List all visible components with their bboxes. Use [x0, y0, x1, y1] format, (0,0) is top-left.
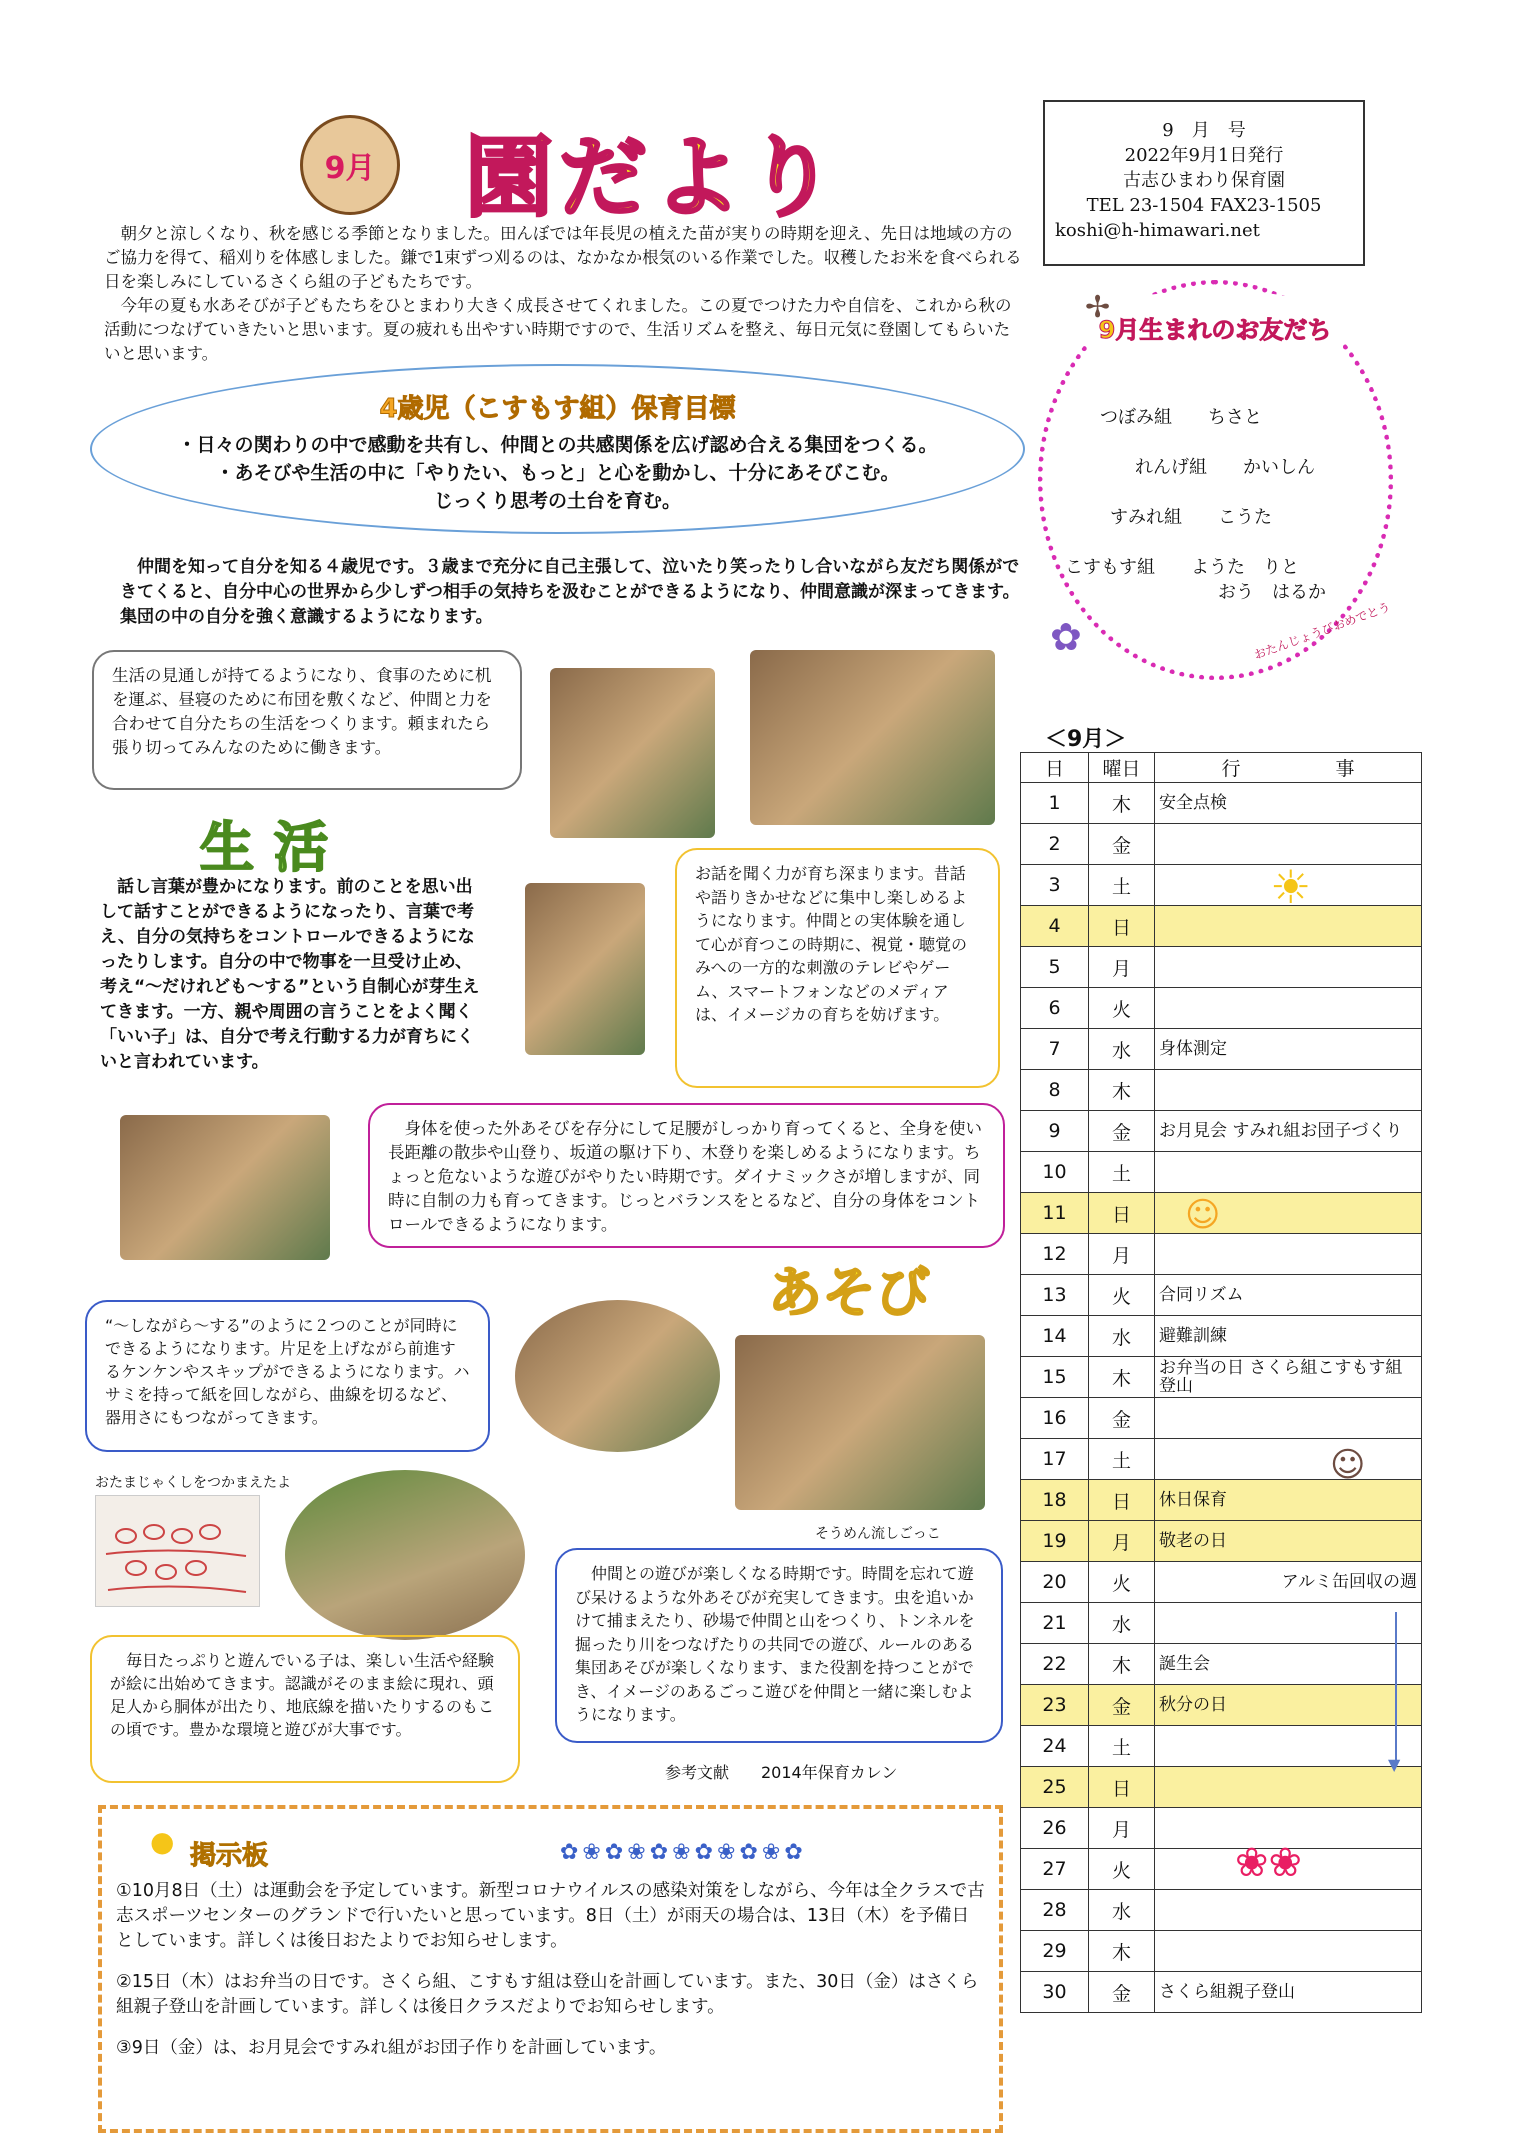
calendar-row	[1021, 1152, 1422, 1193]
calendar-day: 29	[1021, 1931, 1089, 1972]
calendar-day: 7	[1021, 1029, 1089, 1070]
calendar-weekday: 金	[1089, 1685, 1155, 1726]
calendar-weekday: 日	[1089, 1767, 1155, 1808]
calendar-weekday: 金	[1089, 824, 1155, 865]
goal-line-1: ・日々の関わりの中で感動を共有し、仲間との共感関係を広げ認め合える集団をつくる。	[177, 434, 938, 456]
photo-climbing	[120, 1115, 330, 1260]
calendar-weekday: 土	[1089, 1152, 1155, 1193]
calendar-event: 秋分の日	[1155, 1685, 1422, 1726]
calendar-day: 22	[1021, 1644, 1089, 1685]
photo-cutting-paper	[515, 1300, 720, 1452]
calendar-day: 17	[1021, 1439, 1089, 1480]
calendar-row	[1021, 906, 1422, 947]
cosmos-illustration-icon: ❀❀	[1235, 1840, 1303, 1886]
calendar-day: 2	[1021, 824, 1089, 865]
calendar-weekday: 日	[1089, 906, 1155, 947]
calendar-row	[1021, 824, 1422, 865]
calendar-day: 25	[1021, 1767, 1089, 1808]
body-bubble: 身体を使った外あそびを存分にして足腰がしっかり育ってくると、全身を使い長距離の散歩や山登り、坂道の駆け下り、木登りを楽しめるようになります。ちょっと危ないような遊びがやりたい時期です。ダイナミックさが増しますが、同時に自制の力も育ってきます。じっとバランスをとるなど、自分の身体をコントロールできるようになります。	[368, 1103, 1005, 1248]
child-drawing	[95, 1495, 260, 1607]
calendar-weekday: 月	[1089, 947, 1155, 988]
phone-fax: TEL 23-1504 FAX23-1505	[1086, 195, 1322, 216]
calendar-day: 23	[1021, 1685, 1089, 1726]
calendar-day: 10	[1021, 1152, 1089, 1193]
calendar-row	[1021, 1357, 1422, 1398]
calendar-weekday: 水	[1089, 1890, 1155, 1931]
email: koshi@h-himawari.net	[1055, 220, 1260, 241]
calendar-event: 合同リズム	[1155, 1275, 1422, 1316]
calendar-header-day: 日	[1021, 753, 1089, 783]
child-hiking-illustration-icon: ☺	[1330, 1445, 1366, 1485]
calendar-weekday: 木	[1089, 1931, 1155, 1972]
calendar-row	[1021, 1234, 1422, 1275]
calendar-row	[1021, 1685, 1422, 1726]
calendar-day: 27	[1021, 1849, 1089, 1890]
calendar-event: 避難訓練	[1155, 1316, 1422, 1357]
birthday-row-3: すみれ組 こうた	[1110, 507, 1272, 528]
intro-paragraph-1: 朝夕と涼しくなり、秋を感じる季節となりました。田んぼでは年長児の植えた苗が実りの時期を迎え、先日は地域の方のご協力を得て、稲刈りを体感しました。鎌で1束ずつ刈るのは、なかなか根気のいる作業でした。収穫したお米を食べられる日を楽しみにしているさくら組の子どもたちです。	[104, 224, 1022, 291]
calendar-day: 14	[1021, 1316, 1089, 1357]
calendar-row	[1021, 865, 1422, 906]
life-text: 話し言葉が豊かになります。前のことを思い出して話すことができるようになったり、言葉で考え、自分の気持ちをコントロールできるようになったりします。自分の中で物事を一旦受け止め、考え“〜だけれども〜する”という自制心が芽生えてきます。一方、親や周囲の言うことをよく聞く「いい子」は、自分で考え行動する力が育ちにくいと言われています。	[100, 877, 480, 1072]
calendar-day: 4	[1021, 906, 1089, 947]
calendar-row	[1021, 1726, 1422, 1767]
photo-story-time	[750, 650, 995, 825]
notice-1: ①10月8日（土）は運動会を予定しています。新型コロナウイルスの感染対策をしながら、今年は全クラスで古志スポーツセンターのグランドで行いたいと思っています。8日（土）が雨天の場合は、13日（木）を予備日としています。詳しくは後日おたよりでお知らせします。	[116, 1881, 985, 1951]
birthday-sub: おたんじょうびおめでとう	[1252, 599, 1393, 663]
newsletter-title: 園だより	[465, 126, 842, 229]
calendar-weekday: 木	[1089, 1357, 1155, 1398]
calendar-event	[1155, 1890, 1422, 1931]
calendar-event	[1155, 988, 1422, 1029]
calendar-row	[1021, 1070, 1422, 1111]
calendar-title: ＜9月＞	[1045, 727, 1127, 752]
month-badge-label: 9月	[324, 151, 376, 186]
child-trumpet-illustration-icon: ☺	[1185, 1195, 1221, 1235]
board-title: 掲示板	[190, 1841, 269, 1871]
calendar-event: さくら組親子登山	[1155, 1972, 1422, 2013]
dragonfly-icon: ✢	[1085, 290, 1111, 325]
goal-title: 4歳児（こすもす組）保育目標	[379, 394, 736, 424]
calendar-day: 19	[1021, 1521, 1089, 1562]
caption-tadpole: おたまじゃくしをつかまえたよ	[95, 1475, 291, 1491]
calendar-day: 8	[1021, 1070, 1089, 1111]
calendar-event	[1155, 1767, 1422, 1808]
calendar-weekday: 日	[1089, 1480, 1155, 1521]
calendar-weekday: 土	[1089, 1726, 1155, 1767]
photo-kids-playing	[525, 883, 645, 1055]
story-bubble: お話を聞く力が育ち深まります。昔話や語りきかせなどに集中し楽しめるようになります。仲間との実体験を通して心が育つこの時期に、視覚・聴覚のみへの一方的な刺激のテレビやゲーム、スマートフォンなどのメディアは、イメージカの育ちを妨げます。	[675, 848, 1000, 1088]
calendar-event	[1155, 1152, 1422, 1193]
calendar-row	[1021, 1275, 1422, 1316]
calendar-weekday: 金	[1089, 1111, 1155, 1152]
calendar-event: 安全点検	[1155, 783, 1422, 824]
flower-icon: ✿	[1050, 615, 1082, 659]
calendar-row	[1021, 1931, 1422, 1972]
photo-carrying-table	[550, 668, 715, 838]
photo-slope-slide	[285, 1470, 525, 1640]
calendar-weekday: 水	[1089, 1603, 1155, 1644]
calendar-header-event: 行 事	[1155, 753, 1422, 783]
calendar-row	[1021, 947, 1422, 988]
notice-2: ②15日（木）はお弁当の日です。さくら組、こすもす組は登山を計画しています。また、30日（金）はさくら組親子登山を計画しています。詳しくは後日クラスだよりでお知らせします。	[116, 1972, 979, 2017]
calendar-event	[1155, 1398, 1422, 1439]
calendar-weekday: 土	[1089, 865, 1155, 906]
caption-noodle: そうめん流しごっこ	[815, 1526, 941, 1542]
calendar-row	[1021, 1972, 1422, 2013]
calendar-day: 13	[1021, 1275, 1089, 1316]
calendar-day: 16	[1021, 1398, 1089, 1439]
calendar-weekday: 月	[1089, 1808, 1155, 1849]
intro-paragraph-2: 今年の夏も水あそびが子どもたちをひとまわり大きく成長させてくれました。この夏でつけた力や自信を、これから秋の活動につなげていきたいと思います。夏の疲れも出やすい時期ですので、生活リズムを整え、毎日元気に登園してもらいたいと思います。	[104, 296, 1012, 363]
calendar-day: 30	[1021, 1972, 1089, 2013]
calendar-event	[1155, 1439, 1422, 1480]
calendar-event: 敬老の日	[1155, 1521, 1422, 1562]
intro-text	[104, 222, 1024, 366]
calendar-event: 誕生会	[1155, 1644, 1422, 1685]
calendar-event: 休日保育	[1155, 1480, 1422, 1521]
calendar-day: 5	[1021, 947, 1089, 988]
calendar-weekday: 水	[1089, 1029, 1155, 1070]
life-bubble: 生活の見通しが持てるようになり、食事のために机を運ぶ、昼寝のために布団を敷くなど、仲間と力を合わせて自分たちの生活をつくります。頼まれたら張り切ってみんなのために働きます。	[92, 650, 522, 790]
goal-oval	[90, 364, 1025, 534]
calendar-event	[1155, 947, 1422, 988]
calendar-row	[1021, 1644, 1422, 1685]
calendar-row	[1021, 783, 1422, 824]
birthday-row-4: こすもす組 ようた りと	[1065, 557, 1299, 578]
calendar-weekday: 日	[1089, 1193, 1155, 1234]
calendar-row	[1021, 1521, 1422, 1562]
tadpole-drawing-icon	[96, 1496, 261, 1608]
calendar-event	[1155, 1726, 1422, 1767]
calendar-day: 20	[1021, 1562, 1089, 1603]
calendar-event	[1155, 1070, 1422, 1111]
event-calendar	[1020, 752, 1422, 2013]
calendar-day: 15	[1021, 1357, 1089, 1398]
calendar-weekday: 土	[1089, 1439, 1155, 1480]
calendar-weekday: 火	[1089, 988, 1155, 1029]
calendar-day: 6	[1021, 988, 1089, 1029]
calendar-row	[1021, 1193, 1422, 1234]
birthday-row-2: れんげ組 かいしん	[1135, 457, 1315, 478]
reference: 参考文献 2014年保育カレン	[665, 1763, 898, 1782]
calendar-weekday: 火	[1089, 1275, 1155, 1316]
calendar-row	[1021, 1398, 1422, 1439]
birthday-row-5: おう はるか	[1218, 582, 1326, 603]
calendar-row	[1021, 1562, 1422, 1603]
arrow-down-icon: ▼	[1388, 1755, 1401, 1774]
calendar-event: お弁当の日 さくら組こすもす組登山	[1155, 1357, 1422, 1398]
calendar-row	[1021, 1111, 1422, 1152]
birthday-row-1: つぼみ組 ちさと	[1100, 407, 1262, 428]
calendar-row	[1021, 1316, 1422, 1357]
calendar-row	[1021, 1603, 1422, 1644]
calendar-event: 身体測定	[1155, 1029, 1422, 1070]
issue-info-box	[1043, 100, 1365, 266]
calendar-header-row	[1021, 753, 1422, 783]
moon-icon: ●	[150, 1825, 175, 1858]
calendar-day: 24	[1021, 1726, 1089, 1767]
calendar-weekday: 水	[1089, 1316, 1155, 1357]
play-heading: あそび	[768, 1261, 930, 1324]
calendar-row	[1021, 1808, 1422, 1849]
sun-fox-illustration-icon: ☀	[1270, 860, 1312, 914]
flower-vine-icon: ✿❀✿❀✿❀✿❀✿❀✿	[560, 1840, 807, 1865]
school-name: 古志ひまわり保育園	[1123, 170, 1285, 191]
life-heading: 生活	[200, 816, 348, 879]
calendar-day: 11	[1021, 1193, 1089, 1234]
calendar-day: 21	[1021, 1603, 1089, 1644]
calendar-weekday: 火	[1089, 1849, 1155, 1890]
calendar-day: 3	[1021, 865, 1089, 906]
calendar-event	[1155, 1931, 1422, 1972]
calendar-row	[1021, 988, 1422, 1029]
birthday-title: 9月生まれのお友だち	[1080, 290, 1350, 370]
calendar-weekday: 金	[1089, 1972, 1155, 2013]
calendar-day: 12	[1021, 1234, 1089, 1275]
calendar-event: お月見会 すみれ組お団子づくり	[1155, 1111, 1422, 1152]
calendar-event	[1155, 1234, 1422, 1275]
calendar-event	[1155, 1603, 1422, 1644]
calendar-header-weekday: 曜日	[1089, 753, 1155, 783]
calendar-weekday: 月	[1089, 1234, 1155, 1275]
calendar-day: 28	[1021, 1890, 1089, 1931]
calendar-weekday: 木	[1089, 1644, 1155, 1685]
drawing-bubble: 毎日たっぷりと遊んでいる子は、楽しい生活や経験が絵に出始めてきます。認識がそのまま絵に現れ、頭足人から胴体が出たり、地底線を描いたりするのもこの頃です。豊かな環境と遊びが大事です。	[90, 1635, 520, 1783]
calendar-event	[1155, 824, 1422, 865]
issue-number: 9 月 号	[1162, 120, 1246, 141]
lead-text: 仲間を知って自分を知る４歳児です。３歳まで充分に自己主張して、泣いたり笑ったりし合いながら友だち関係ができてくると、自分中心の世界から少しずつ相手の気持ちを汲むことができるようになり、仲間意識が深まってきます。集団の中の自分を強く意識するようになります。	[120, 557, 1020, 627]
notice-3: ③9日（金）は、お月見会ですみれ組がお団子作りを計画しています。	[116, 2038, 667, 2058]
calendar-weekday: 木	[1089, 1070, 1155, 1111]
calendar-day: 1	[1021, 783, 1089, 824]
play-bubble: “〜しながら〜する”のように２つのことが同時にできるようになります。片足を上げながら前進するケンケンやスキップができるようになります。ハサミを持って紙を回しながら、曲線を切るなど、器用さにもつながってきます。	[85, 1300, 490, 1452]
calendar-row	[1021, 1890, 1422, 1931]
calendar-row	[1021, 1767, 1422, 1808]
friends-bubble: 仲間との遊びが楽しくなる時期です。時間を忘れて遊び呆けるような外あそびが充実してきます。虫を追いかけて捕まえたり、砂場で仲間と山をつくり、トンネルを掘ったり川をつなげたりの共同での遊び、ルールのある集団あそびが楽しくなります、また役割を持つことができ、イメージのあるごっこ遊びを仲間と一緒に楽しむようになります。	[555, 1548, 1003, 1743]
calendar-row	[1021, 1480, 1422, 1521]
goal-line-2: ・あそびや生活の中に「やりたい、もっと」と心を動かし、十分にあそびこむ。	[215, 462, 900, 484]
calendar-event: アルミ缶回収の週	[1155, 1562, 1422, 1603]
arrow-line	[1395, 1612, 1397, 1762]
calendar-day: 18	[1021, 1480, 1089, 1521]
photo-noodle-play	[735, 1335, 985, 1510]
month-badge	[300, 115, 400, 215]
calendar-weekday: 月	[1089, 1521, 1155, 1562]
goal-line-3: じっくり思考の土台を育む。	[433, 490, 681, 512]
calendar-row	[1021, 1849, 1422, 1890]
calendar-weekday: 火	[1089, 1562, 1155, 1603]
calendar-day: 26	[1021, 1808, 1089, 1849]
calendar-weekday: 金	[1089, 1398, 1155, 1439]
calendar-day: 9	[1021, 1111, 1089, 1152]
issue-date: 2022年9月1日発行	[1124, 145, 1284, 166]
calendar-row	[1021, 1029, 1422, 1070]
calendar-weekday: 木	[1089, 783, 1155, 824]
